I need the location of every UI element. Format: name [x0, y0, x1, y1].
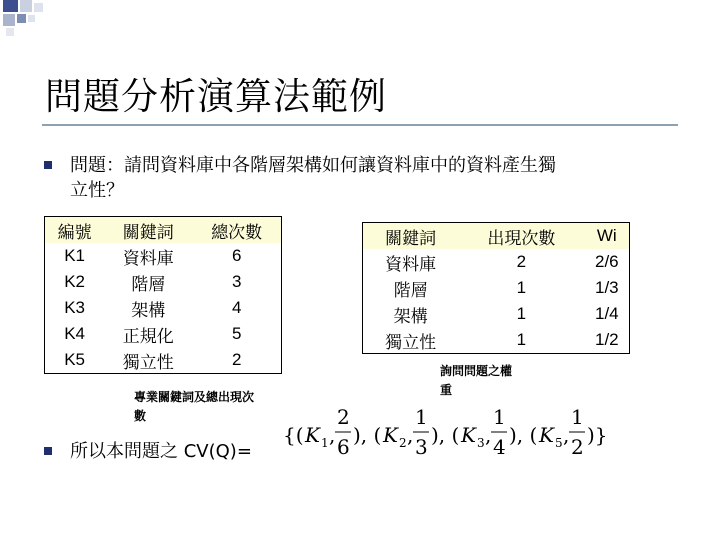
keyword-symbol: K — [305, 423, 320, 447]
caption-line: 專業關鍵詞及總出現次 — [134, 390, 255, 404]
table1-caption — [134, 388, 254, 426]
cv-formula — [283, 402, 613, 466]
corner-decoration — [0, 0, 60, 40]
keyword-symbol: K — [539, 423, 554, 447]
keyword-symbol: K — [461, 423, 476, 447]
keyword-count-table — [44, 216, 282, 374]
caption-line: 重 — [440, 383, 453, 397]
table-cell: 階層 — [393, 280, 428, 300]
conclusion-text: 所以本問題之 CV(Q)= — [70, 441, 252, 462]
close-brace: )} — [587, 423, 608, 447]
table-row — [363, 275, 630, 301]
table-row — [45, 295, 282, 321]
table-cell: 1 — [516, 304, 527, 323]
bullet-marker — [44, 447, 52, 455]
table-header-row — [363, 223, 630, 250]
table-cell: 資料庫 — [122, 248, 174, 268]
separator: ), ( — [431, 423, 460, 447]
open-brace: {( — [283, 423, 304, 447]
page-title: 問題分析演算法範例 — [45, 75, 387, 118]
table-row — [45, 321, 282, 347]
header-id: 編號 — [45, 217, 105, 244]
table-cell: 架構 — [393, 306, 428, 326]
title-divider — [42, 124, 678, 126]
separator: , — [329, 423, 336, 447]
weight-denominator: 2 — [571, 435, 584, 459]
separator: , — [563, 423, 570, 447]
table-cell: 4 — [231, 298, 242, 317]
weight-numerator: 1 — [571, 405, 584, 429]
weight-numerator: 1 — [415, 405, 428, 429]
separator: ), ( — [509, 423, 538, 447]
header-keyword: 關鍵詞 — [363, 223, 459, 250]
table-cell: K4 — [64, 324, 85, 343]
caption-line: 數 — [134, 409, 147, 423]
weight-numerator: 2 — [337, 405, 350, 429]
table-cell: K5 — [64, 350, 85, 369]
table-cell: 2 — [516, 252, 527, 271]
table2-caption — [440, 362, 512, 400]
header-weight: Wi — [585, 223, 630, 250]
table-cell: K1 — [64, 246, 85, 265]
table-header-row — [45, 217, 282, 244]
table-cell: 資料庫 — [385, 254, 437, 274]
weight-denominator: 6 — [337, 435, 350, 459]
table-row — [45, 347, 282, 374]
table-row — [45, 243, 282, 269]
table-cell: 1 — [516, 278, 527, 297]
question-line-2: 立性？ — [70, 180, 124, 201]
table-cell: 架構 — [131, 300, 166, 320]
separator: , — [485, 423, 492, 447]
keyword-symbol: K — [383, 423, 398, 447]
table-cell: 1/2 — [594, 330, 619, 349]
weight-denominator: 4 — [493, 435, 506, 459]
weight-denominator: 3 — [415, 435, 428, 459]
table-cell: 階層 — [131, 274, 166, 294]
question-text — [70, 153, 556, 203]
table-cell: 3 — [231, 272, 242, 291]
separator: , — [407, 423, 414, 447]
table-cell: 1/3 — [594, 278, 619, 297]
header-keyword: 關鍵詞 — [104, 217, 192, 244]
table-cell: 5 — [231, 324, 242, 343]
table-cell: 1 — [516, 330, 527, 349]
table-cell: 6 — [231, 246, 242, 265]
table-cell: K3 — [64, 298, 85, 317]
keyword-subscript: 3 — [477, 436, 485, 450]
table-row — [363, 301, 630, 327]
keyword-subscript: 2 — [399, 436, 407, 450]
table-row — [363, 327, 630, 354]
caption-line: 詢問問題之權 — [440, 364, 513, 378]
header-occurrences: 出現次數 — [458, 223, 584, 250]
table-cell: 獨立性 — [385, 332, 437, 352]
table-row — [45, 269, 282, 295]
table-cell: 獨立性 — [122, 352, 174, 372]
table-cell: K2 — [64, 272, 85, 291]
table-cell: 正規化 — [122, 326, 174, 346]
keyword-subscript: 1 — [321, 436, 329, 450]
table-cell: 1/4 — [594, 304, 619, 323]
query-weight-table — [362, 222, 630, 354]
table-cell: 2 — [231, 350, 242, 369]
header-total: 總次數 — [192, 217, 281, 244]
table-cell: 2/6 — [594, 252, 619, 271]
separator: ), ( — [353, 423, 382, 447]
bullet-marker — [44, 161, 52, 169]
weight-numerator: 1 — [493, 405, 506, 429]
keyword-subscript: 5 — [555, 436, 563, 450]
question-line-1: 問題：請問資料庫中各階層架構如何讓資料庫中的資料產生獨 — [70, 155, 556, 176]
table-row — [363, 249, 630, 275]
